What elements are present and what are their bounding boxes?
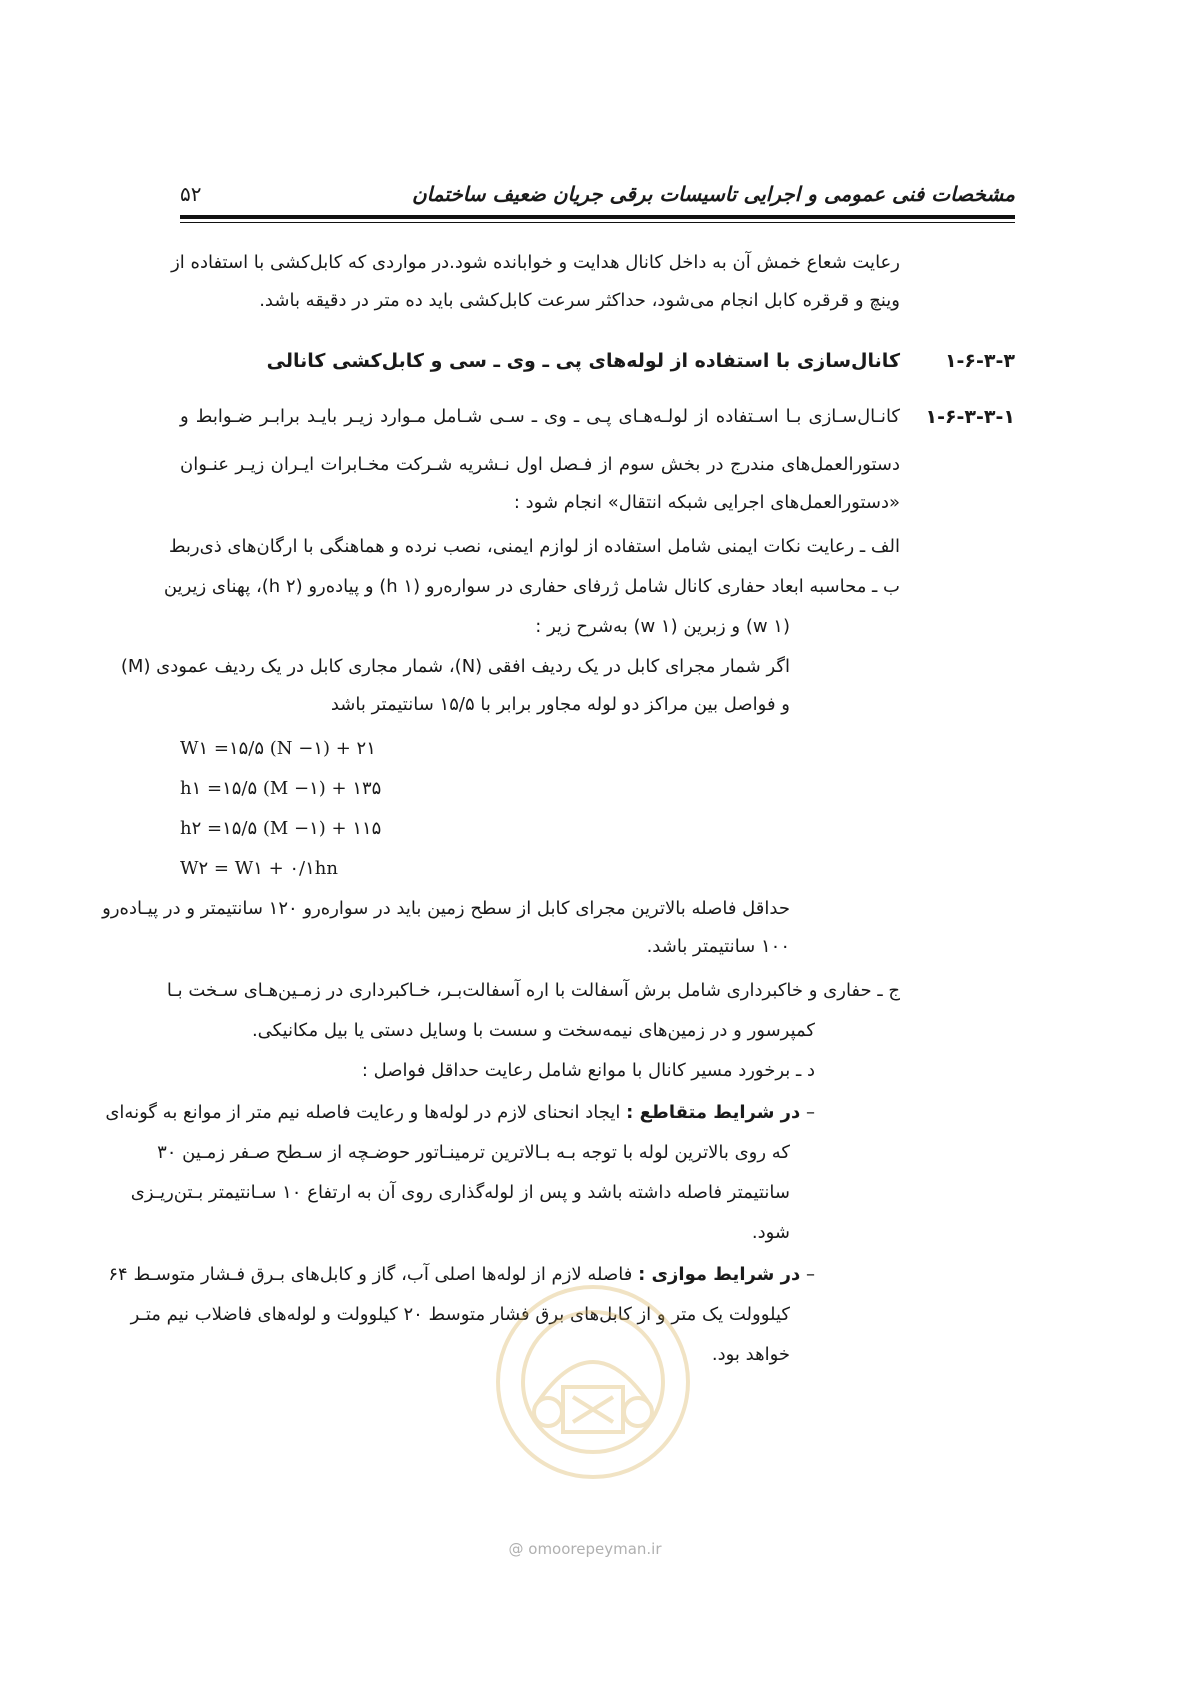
watermark-logo (478, 1262, 708, 1502)
formula-w2: W۲ = W۱ + ۰/۱hn (180, 858, 338, 879)
page-number: ۵۲ (180, 182, 202, 206)
subsection-line-2: دستورالعمل‌های مندرج در بخش سوم از فـصل اول نـشریه شـرکت مخـابرات ایـران زیـر عنـوان (180, 454, 900, 475)
formula-h2: h۲ =۱۵/۵ (M −۱) + ۱۱۵ (180, 818, 382, 839)
formula-h1: h۱ =۱۵/۵ (M −۱) + ۱۳۵ (180, 778, 382, 799)
book-title: مشخصات فنی عمومی و اجرایی تاسیسات برقی جریان ضعیف ساختمان (411, 182, 1015, 206)
crossing-text: ایجاد انحنای لازم در لوله‌ها و رعایت فاصله نیم متر از موانع به گونه‌ای (105, 1102, 627, 1123)
parallel-line-2: کیلوولت یک متر و از کابل‌های برق فشار متوسط ۲۰ کیلوولت و لوله‌های فاضلاب نیم متـر (130, 1304, 790, 1325)
subsection-line-3: «دستورالعمل‌های اجرایی شبکه انتقال» انجام شود : (513, 492, 900, 513)
formula-w1: W۱ =۱۵/۵ (N −۱) + ۲۱ (180, 738, 376, 759)
conditions-line-1: اگر شمار مجرای کابل در یک ردیف افقی (N)، شمار مجاری کابل در یک ردیف عمودی (M) (120, 656, 790, 677)
parallel-label: در شرایط موازی : (638, 1264, 801, 1285)
item-be-line-2: (w ۱) و زبرین (w ۱) به‌شرح زیر : (535, 616, 790, 637)
intro-line-2: وینچ و قرقره کابل انجام می‌شود، حداکثر سرعت کابل‌کشی باید ده متر در دقیقه باشد. (259, 290, 900, 311)
conditions-line-2: و فواصل بین مراکز دو لوله مجاور برابر با ۱۵/۵ سانتیمتر باشد (330, 694, 790, 715)
section-number: ۱-۶-۳-۳ (944, 350, 1015, 372)
parallel-line-1: – در شرایط موازی : فاصله لازم از لوله‌ها اصلی آب، گاز و کابل‌های بـرق فـشار متوسـط ۶۴ (108, 1264, 815, 1285)
header-rule-thin (180, 222, 1015, 223)
header-rule-thick (180, 215, 1015, 219)
subsection-line-1: کانـال‌سـازی بـا اسـتفاده از لولـه‌هـای پـی ـ وی ـ سـی شـامل مـوارد زیـر بایـد برابـر ضـوابط و (180, 406, 900, 427)
subsection-number: ۱-۶-۳-۳-۱ (925, 406, 1015, 428)
min-distance-line-1: حداقل فاصله بالاترین مجرای کابل از سطح زمین باید در سواره‌رو ۱۲۰ سانتیمتر و در پیـاده‌رو (102, 898, 790, 919)
item-alef: الف ـ رعایت نکات ایمنی شامل استفاده از لوازم ایمنی، نصب نرده و هماهنگی با ارگان‌های ذی‌ربط (168, 536, 900, 557)
item-dal: د ـ برخورد مسیر کانال با موانع شامل رعایت حداقل فواصل : (361, 1060, 815, 1081)
item-jim-line-1: ج ـ حفاری و خاکبرداری شامل برش آسفالت با اره آسفالت‌بـر، خـاکبرداری در زمـین‌هـای سـخت بـا (166, 980, 900, 1001)
watermark-site-text: omoorepeyman.ir (528, 1540, 662, 1558)
intro-line-1: رعایت شعاع خمش آن به داخل کانال هدایت و خوابانده شود.در مواردی که کابل‌کشی با استفاده از (171, 252, 900, 273)
crossing-line-2: که روی بالاترین لوله با توجه بـه بـالاترین ترمینـاتور حوضـچه از سـطح صـفر زمـین ۳۰ (157, 1142, 790, 1163)
parallel-text: فاصله لازم از لوله‌ها اصلی آب، گاز و کابل‌های بـرق فـشار متوسـط ۶۴ (108, 1264, 639, 1285)
min-distance-line-2: ۱۰۰ سانتیمتر باشد. (646, 936, 790, 957)
parallel-line-3: خواهد بود. (711, 1344, 790, 1365)
watermark-site: @ omoorepeyman.ir (508, 1540, 662, 1558)
crossing-line-3: سانتیمتر فاصله داشته باشد و پس از لوله‌گذاری روی آن به ارتفاع ۱۰ سـانتیمتر بـتن‌ریـزی (130, 1182, 790, 1203)
crossing-line-4: شود. (751, 1222, 790, 1243)
page-header (180, 182, 1015, 212)
item-jim-line-2: کمپرسور و در زمین‌های نیمه‌سخت و سست با وسایل دستی یا بیل مکانیکی. (251, 1020, 815, 1041)
crossing-label: در شرایط متقاطع : (626, 1102, 801, 1123)
item-be-line-1: ب ـ محاسبه ابعاد حفاری کانال شامل ژرفای حفاری در سواره‌رو (h ۱) و پیاده‌رو (h ۲)، پهنای زیرین (163, 576, 900, 597)
section-title: کانال‌سازی با استفاده از لوله‌های پی ـ وی ـ سی و کابل‌کشی کانالی (266, 350, 900, 372)
crossing-line-1: – در شرایط متقاطع : ایجاد انحنای لازم در لوله‌ها و رعایت فاصله نیم متر از موانع به گونه‌ای (105, 1102, 815, 1123)
